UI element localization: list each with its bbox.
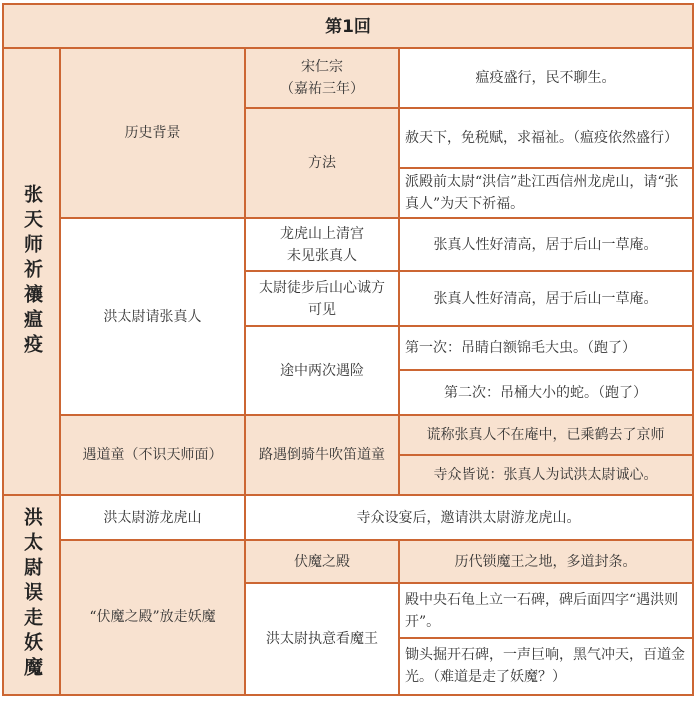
boy-1-cell: 谎称张真人不在庵中，已乘鹤去了京师: [399, 415, 692, 455]
shangqing-cell: 龙虎山上清宫 未见张真人: [245, 218, 399, 271]
grid-line: [59, 48, 61, 694]
hall-detail-cell: 历代锁魔王之地，多道封条。: [399, 540, 692, 583]
plague-cell: 瘟疫盛行，民不聊生。: [399, 48, 692, 108]
chapter-title: 第1回: [4, 5, 692, 48]
grid-line: [245, 270, 692, 272]
method-label: 方法: [245, 108, 399, 218]
grid-line: [245, 107, 692, 109]
grid-line: [399, 369, 692, 371]
section-title-1: 张天师祈禳瘟疫: [4, 48, 60, 495]
section-title-2: 洪太尉误走妖魔: [4, 495, 60, 694]
danger-2-cell: 第二次：吊桶大小的蛇。（跑了）: [399, 370, 692, 415]
boy-label: 遇道童（不识天师面）: [60, 415, 245, 495]
grid-line: [60, 539, 692, 541]
method-1-cell: 赦天下，免税赋，求福祉。（瘟疫依然盛行）: [399, 108, 692, 168]
tour-label: 洪太尉游龙虎山: [60, 495, 245, 540]
grid-line: [4, 47, 692, 49]
grid-line: [244, 48, 246, 694]
grid-line: [60, 414, 692, 416]
grid-line: [399, 167, 692, 169]
danger-label: 途中两次遇险: [245, 326, 399, 415]
boy-2-cell: 寺众皆说：张真人为试洪太尉诚心。: [399, 455, 692, 495]
method-2-cell: 派殿前太尉“洪信”赴江西信州龙虎山，请“张真人”为天下祈福。: [399, 168, 692, 218]
grid-line: [399, 454, 692, 456]
story-table: [2, 3, 694, 696]
tour-detail-cell: 寺众设宴后，邀请洪太尉游龙虎山。: [245, 495, 692, 540]
hermit-2-cell: 张真人性好清高，居于后山一草庵。: [399, 271, 692, 326]
insist-2-cell: 锄头掘开石碑，一声巨响，黑气冲天，百道金光。（难道是走了妖魔？）: [399, 638, 692, 694]
grid-line: [245, 325, 692, 327]
hermit-1-cell: 张真人性好清高，居于后山一草庵。: [399, 218, 692, 271]
climb-cell: 太尉徒步后山心诚方 可见: [245, 271, 399, 326]
grid-line: [398, 540, 400, 694]
insist-1-cell: 殿中央石龟上立一石碑，碑后面四字“遇洪则开”。: [399, 583, 692, 638]
grid-line: [4, 494, 692, 496]
danger-1-cell: 第一次：吊睛白额锦毛大虫。（跑了）: [399, 326, 692, 370]
grid-line: [60, 217, 692, 219]
grid-line: [399, 637, 692, 639]
insist-label: 洪太尉执意看魔王: [245, 583, 399, 694]
release-label: “伏魔之殿”放走妖魔: [60, 540, 245, 694]
hall-cell: 伏魔之殿: [245, 540, 399, 583]
emperor-cell: 宋仁宗 （嘉祐三年）: [245, 48, 399, 108]
boy-detail-cell: 路遇倒骑牛吹笛道童: [245, 415, 399, 495]
grid-line: [245, 582, 692, 584]
invite-label: 洪太尉请张真人: [60, 218, 245, 415]
history-background-label: 历史背景: [60, 48, 245, 218]
